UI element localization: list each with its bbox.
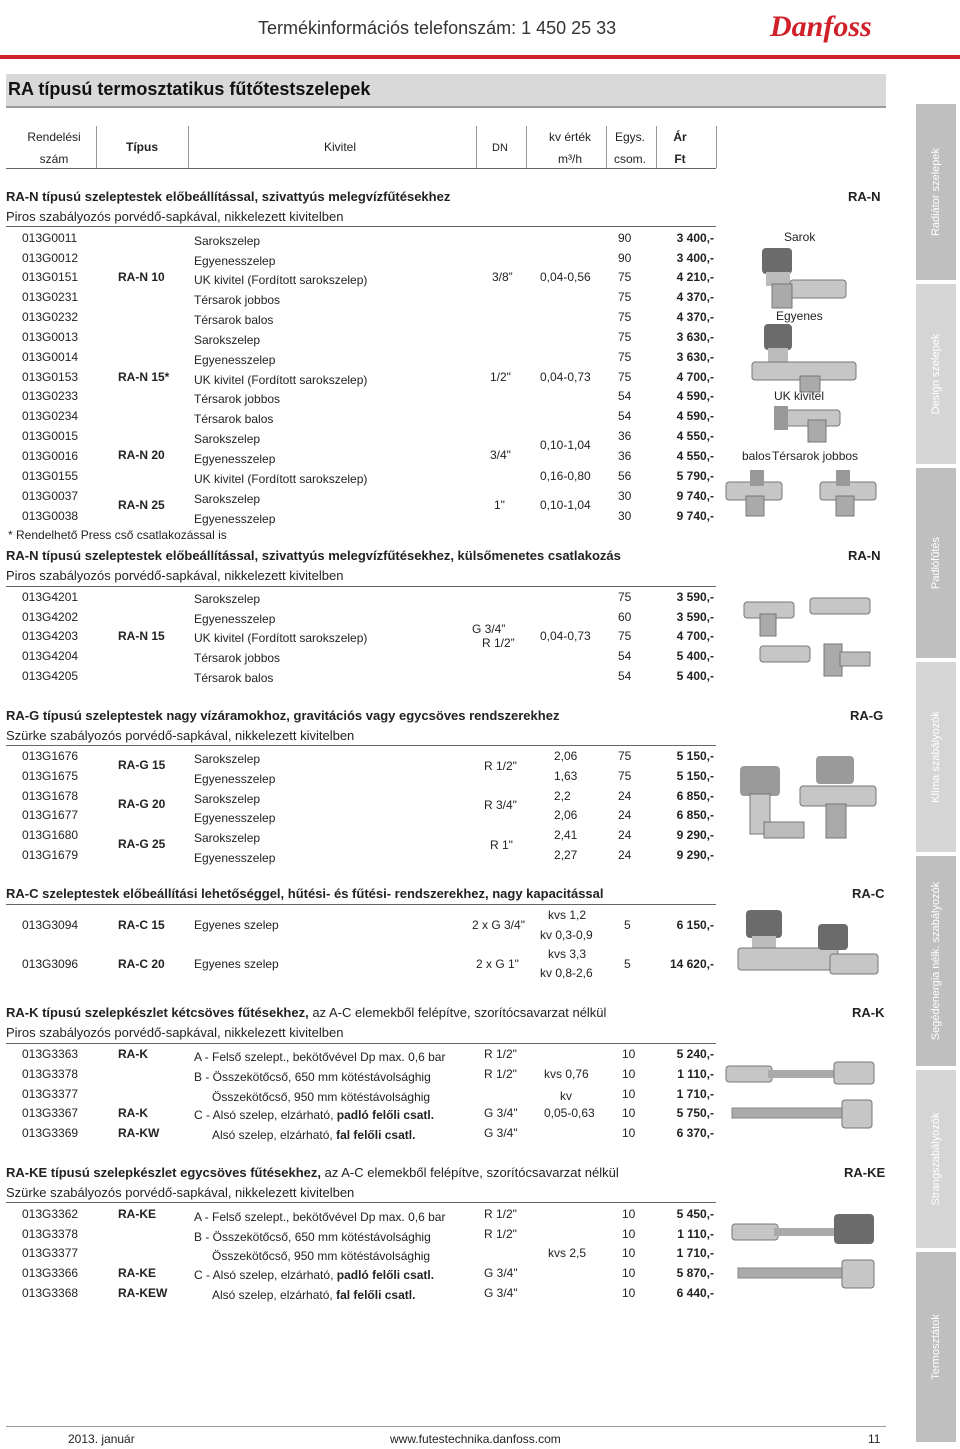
tab-design-szelepek[interactable]: Design szelepek [916, 284, 956, 464]
code: 013G4205 [22, 669, 79, 683]
s1-footnote: * Rendelhető Press cső csatlakozással is [8, 528, 227, 542]
header-phone: Termékinformációs telefonszám: 1 450 25 33 [258, 18, 617, 38]
kivitel: B - Összekötőcső, 650 mm kötéstávolsághig [194, 1070, 431, 1084]
s6-kv: kvs 2,5 [548, 1246, 587, 1260]
code: 013G0014 [22, 350, 79, 364]
s1-group-dn: 3/8” [492, 270, 513, 284]
egys: 10 [622, 1227, 636, 1241]
kivitel: Egyenesszelep [194, 452, 276, 466]
page-title-bar [6, 74, 886, 108]
kivitel: C - Alsó szelep, elzárható, padló felőli csatl. [194, 1108, 435, 1122]
s1-group-tipus: RA-N 15* [118, 370, 170, 384]
code: 013G0016 [22, 449, 79, 463]
code: 013G0013 [22, 330, 79, 344]
kv2: kv 0,8-2,6 [540, 966, 593, 980]
code: 013G0012 [22, 251, 79, 265]
tab-segedenergia[interactable]: Segédenergia nélk. szabályozók [916, 856, 956, 1066]
ra-c-valve-image [734, 904, 884, 996]
kv: 2,06 [554, 749, 578, 763]
code: 013G1675 [22, 769, 79, 783]
caption-uk: UK kivitel [774, 389, 825, 403]
code: 013G3378 [22, 1067, 79, 1081]
ra-ke-kit-image [728, 1202, 882, 1302]
ar: 6 440,- [676, 1286, 714, 1300]
code: 013G3096 [22, 957, 79, 971]
kivitel: B - Összekötőcső, 650 mm kötéstávolsághig [194, 1230, 431, 1244]
tipus: RA-KEW [118, 1286, 168, 1300]
tipus: RA-C 15 [118, 918, 165, 932]
s3-group-dn: R 3/4" [484, 798, 517, 812]
code: 013G3368 [22, 1286, 79, 1300]
corner-right-valve-image [812, 466, 882, 522]
external-thread-valves-image [740, 592, 880, 684]
kivitel: Egyenesszelep [194, 772, 276, 786]
egys: 24 [618, 789, 632, 803]
s1-group-kv: 0,04-0,73 [540, 370, 591, 384]
tipus: RA-K [118, 1047, 148, 1061]
s1-group-tipus: RA-N 20 [118, 448, 165, 462]
tab-strangszabalyozok[interactable]: Strangszabályozók [916, 1070, 956, 1248]
s5-tag: RA-K [852, 1005, 885, 1020]
code: 013G0037 [22, 489, 79, 503]
s4-tag: RA-C [852, 886, 885, 901]
ar: 5 750,- [676, 1106, 714, 1120]
s2-subtitle: Piros szabályozós porvédő-sapkával, nikkelezett kivitelben [6, 568, 344, 583]
s1-group-kv2: 0,16-0,80 [540, 469, 591, 483]
s5-title: RA-K típusú szelepkészlet kétcsöves fűtésekhez, az A-C elemekből felépítve, szorítócsavarzat nélkül [6, 1005, 607, 1020]
col-tipus: Típus [126, 140, 158, 154]
s2-tag: RA-N [848, 548, 881, 563]
dn: 2 x G 3/4" [472, 918, 525, 932]
col-kv: kv érték [548, 130, 591, 144]
ar: 9 290,- [676, 828, 714, 842]
code: 013G0151 [22, 270, 79, 284]
tipus: RA-KW [118, 1126, 160, 1140]
kivitel: Összekötőcső, 950 mm kötéstávolsághig [212, 1249, 431, 1263]
kv: 0,05-0,63 [544, 1106, 595, 1120]
kv: 1,63 [554, 769, 578, 783]
code: 013G3362 [22, 1207, 79, 1221]
kivitel: Térsarok jobbos [194, 651, 281, 665]
dn: R 1/2" [484, 1227, 517, 1241]
s1-group-tipus: RA-N 25 [118, 498, 165, 512]
egys: 10 [622, 1067, 636, 1081]
code: 013G1678 [22, 789, 79, 803]
code: 013G0231 [22, 290, 79, 304]
kivitel: Sarokszelep [194, 792, 261, 806]
straight-valve-image [744, 322, 864, 398]
s3-title: RA-G típusú szeleptestek nagy vízáramokhoz, gravitációs vagy egycsöves rendszerekhez [6, 708, 560, 723]
tipus: RA-KE [118, 1207, 156, 1221]
ar: 3 590,- [676, 590, 714, 604]
code: 013G0038 [22, 509, 79, 523]
caption-balos: balos [742, 449, 771, 463]
ar: 6 850,- [676, 789, 714, 803]
s3-group-tipus: RA-G 20 [118, 797, 166, 811]
s3-tag: RA-G [850, 708, 884, 723]
ar: 4 590,- [676, 409, 714, 423]
code: 013G3377 [22, 1087, 79, 1101]
ar: 1 710,- [676, 1246, 714, 1260]
code: 013G0011 [22, 231, 78, 245]
egys: 75 [618, 310, 632, 324]
kivitel: Alsó szelep, elzárható, fal felőli csatl. [212, 1288, 416, 1302]
kivitel: Egyenesszelep [194, 254, 276, 268]
ar: 9 290,- [676, 848, 714, 862]
ra-g-valves-image [730, 746, 880, 856]
dn: R 1/2" [484, 1207, 517, 1221]
kv: 2,27 [554, 848, 578, 862]
s1-group-kv: 0,10-1,04 [540, 438, 591, 452]
tipus: RA-KE [118, 1266, 156, 1280]
egys: 75 [618, 330, 632, 344]
egys: 24 [618, 808, 632, 822]
caption-egyenes: Egyenes [776, 309, 823, 323]
ar: 3 590,- [676, 610, 714, 624]
kivitel: A - Felső szelept., bekötővével Dp max. 0,6 bar [194, 1210, 446, 1224]
code: 013G1676 [22, 749, 79, 763]
ar: 1 710,- [676, 1087, 714, 1101]
egys: 10 [622, 1106, 636, 1120]
s1-group-tipus: RA-N 10 [118, 270, 165, 284]
kv: kvs 0,76 [544, 1067, 589, 1081]
col-rendelesi: Rendelési [27, 130, 81, 144]
kivitel: Sarokszelep [194, 592, 261, 606]
kv1: kvs 3,3 [548, 947, 587, 961]
dn: G 3/4" [484, 1106, 518, 1120]
kv: kv [560, 1089, 572, 1103]
kivitel: UK kivitel (Fordított sarokszelep) [194, 273, 368, 287]
tab-padlofutes[interactable]: Padlófűtés [916, 468, 956, 658]
s5-subtitle: Piros szabályozós porvédő-sapkával, nikkelezett kivitelben [6, 1025, 344, 1040]
code: 013G4201 [22, 590, 79, 604]
egys: 5 [624, 957, 631, 971]
col-ar: Ár [673, 130, 687, 144]
code: 013G4202 [22, 610, 79, 624]
ar: 5 400,- [676, 649, 714, 663]
code: 013G4203 [22, 629, 79, 643]
footer-date: 2013. január [68, 1432, 135, 1446]
code: 013G3369 [22, 1126, 79, 1140]
s6-subtitle: Szürke szabályozós porvédő-sapkával, nikkelezett kivitelben [6, 1185, 355, 1200]
egys: 10 [622, 1207, 636, 1221]
egys: 54 [618, 649, 632, 663]
tab-klima-szabalyozok[interactable]: Klíma szabályozók [916, 662, 956, 852]
kivitel: UK kivitel (Fordított sarokszelep) [194, 631, 368, 645]
col-kv-unit: m³/h [558, 152, 582, 166]
code: 013G0015 [22, 429, 79, 443]
s1-group-dn: 3/4" [490, 448, 511, 462]
egys: 75 [618, 290, 632, 304]
egys: 90 [618, 251, 632, 265]
egys: 54 [618, 669, 632, 683]
kivitel: Egyenes szelep [194, 918, 279, 932]
dn: 2 x G 1" [476, 957, 519, 971]
ar: 1 110,- [677, 1067, 714, 1081]
egys: 10 [622, 1286, 636, 1300]
egys: 75 [618, 270, 632, 284]
kivitel: Egyenesszelep [194, 353, 276, 367]
s1-group-dn: 1/2" [490, 370, 511, 384]
egys: 75 [618, 590, 632, 604]
footer-page-number: 11 [868, 1432, 881, 1446]
col-ft: Ft [674, 152, 686, 166]
header-divider [0, 55, 960, 59]
ar: 6 850,- [676, 808, 714, 822]
s1-group-kv: 0,04-0,56 [540, 270, 591, 284]
col-egys: Egys. [614, 130, 645, 144]
ra-k-kit-image [722, 1048, 882, 1144]
s3-group-dn: R 1/2" [484, 759, 517, 773]
kivitel: A - Felső szelept., bekötővével Dp max. 0,6 bar [194, 1050, 446, 1064]
code: 013G3378 [22, 1227, 79, 1241]
s1-title: RA-N típusú szeleptestek előbeállítással, szivattyús melegvízfűtésekhez [6, 189, 451, 204]
kivitel: Térsarok jobbos [194, 392, 281, 406]
angle-valve-image [752, 244, 862, 312]
egys: 75 [618, 749, 632, 763]
ar: 5 150,- [676, 769, 714, 783]
ar: 5 870,- [676, 1266, 714, 1280]
code: 013G4204 [22, 649, 79, 663]
kivitel: Egyenesszelep [194, 512, 276, 526]
code: 013G0155 [22, 469, 79, 483]
code: 013G1677 [22, 808, 79, 822]
ar: 4 210,- [676, 270, 714, 284]
s1-group-dn: 1" [494, 498, 505, 512]
kv: 2,41 [554, 828, 578, 842]
s3-group-tipus: RA-G 15 [118, 758, 166, 772]
kivitel: Egyenesszelep [194, 851, 276, 865]
code: 013G3367 [22, 1106, 79, 1120]
dn: R 1/2" [484, 1047, 517, 1061]
kivitel: Sarokszelep [194, 333, 261, 347]
ar: 5 790,- [676, 469, 714, 483]
ar: 9 740,- [676, 489, 714, 503]
s6-title: RA-KE típusú szelepkészlet egycsöves fűtésekhez, az A-C elemekből felépítve, szorítócsavarzat nélkül [6, 1165, 619, 1180]
kivitel: Térsarok balos [194, 313, 274, 327]
egys: 24 [618, 848, 632, 862]
col-kivitel: Kivitel [323, 140, 356, 154]
egys: 10 [622, 1126, 636, 1140]
egys: 30 [618, 509, 632, 523]
s3-group-dn: R 1" [490, 838, 513, 852]
egys: 60 [618, 610, 632, 624]
egys: 75 [618, 769, 632, 783]
s1-subtitle: Piros szabályozós porvédő-sapkával, nikkelezett kivitelben [6, 209, 344, 224]
egys: 30 [618, 489, 632, 503]
kv: 2,06 [554, 808, 578, 822]
egys: 10 [622, 1266, 636, 1280]
tipus: RA-C 20 [118, 957, 165, 971]
col-dn: DN [492, 142, 508, 154]
kivitel: Térsarok balos [194, 671, 274, 685]
code: 013G0232 [22, 310, 79, 324]
kivitel: Sarokszelep [194, 492, 261, 506]
kivitel: Összekötőcső, 950 mm kötéstávolsághig [212, 1090, 431, 1104]
ar: 3 400,- [676, 251, 714, 265]
egys: 10 [622, 1087, 636, 1101]
egys: 90 [618, 231, 632, 245]
ar: 1 110,- [677, 1227, 714, 1241]
code: 013G0234 [22, 409, 79, 423]
ar: 4 550,- [676, 449, 714, 463]
dn: G 3/4" [484, 1266, 518, 1280]
s2-dn1: G 3/4” [472, 622, 506, 636]
egys: 75 [618, 370, 632, 384]
egys: 10 [622, 1047, 636, 1061]
egys: 75 [618, 350, 632, 364]
col-szam: szám [39, 152, 69, 166]
ar: 5 400,- [676, 669, 714, 683]
page-title: RA típusú termosztatikus fűtőtestszelepek [8, 79, 371, 99]
s6-tag: RA-KE [844, 1165, 886, 1180]
caption-sarok: Sarok [784, 230, 816, 244]
kivitel: Egyenesszelep [194, 612, 276, 626]
kv: 2,2 [554, 789, 571, 803]
code: 013G3094 [22, 918, 79, 932]
code: 013G3377 [22, 1246, 79, 1260]
egys: 36 [618, 449, 632, 463]
ar: 3 630,- [676, 350, 714, 364]
egys: 36 [618, 429, 632, 443]
s2-dn2: R 1/2” [482, 636, 515, 650]
ar: 14 620,- [669, 957, 714, 971]
code: 013G3363 [22, 1047, 79, 1061]
code: 013G1680 [22, 828, 79, 842]
ar: 5 240,- [676, 1047, 714, 1061]
egys: 56 [618, 469, 632, 483]
egys: 24 [618, 828, 632, 842]
kivitel: C - Alsó szelep, elzárható, padló felőli csatl. [194, 1268, 435, 1282]
code: 013G1679 [22, 848, 79, 862]
ar: 5 450,- [676, 1207, 714, 1221]
kivitel: Egyenesszelep [194, 811, 276, 825]
s1-group-kv: 0,10-1,04 [540, 498, 591, 512]
ar: 3 630,- [676, 330, 714, 344]
dn: R 1/2" [484, 1067, 517, 1081]
kivitel: Térsarok balos [194, 412, 274, 426]
egys: 5 [624, 918, 631, 932]
col-csom: csom. [613, 152, 646, 166]
ar: 4 370,- [676, 290, 714, 304]
ar: 4 700,- [676, 629, 714, 643]
dn: G 3/4" [484, 1126, 518, 1140]
ar: 4 700,- [676, 370, 714, 384]
ar: 5 150,- [676, 749, 714, 763]
tab-termosztatok[interactable]: Termosztátok [916, 1252, 956, 1442]
caption-tersarok: Térsarok jobbos [772, 449, 859, 463]
kivitel: Sarokszelep [194, 752, 261, 766]
egys: 10 [622, 1246, 636, 1260]
ar: 4 370,- [676, 310, 714, 324]
ar: 6 150,- [676, 918, 714, 932]
ar: 9 740,- [676, 509, 714, 523]
egys: 54 [618, 389, 632, 403]
code: 013G0233 [22, 389, 79, 403]
kivitel: UK kivitel (Fordított sarokszelep) [194, 373, 368, 387]
kivitel: Sarokszelep [194, 831, 261, 845]
corner-left-valve-image [720, 466, 790, 522]
kv2: kv 0,3-0,9 [540, 928, 593, 942]
ar: 4 590,- [676, 389, 714, 403]
s3-group-tipus: RA-G 25 [118, 837, 166, 851]
kivitel: Sarokszelep [194, 432, 261, 446]
egys: 75 [618, 629, 632, 643]
kivitel: Egyenes szelep [194, 957, 279, 971]
ar: 3 400,- [676, 231, 714, 245]
s1-tag: RA-N [848, 189, 881, 204]
tipus: RA-K [118, 1106, 148, 1120]
kv1: kvs 1,2 [548, 908, 587, 922]
kivitel: Sarokszelep [194, 234, 261, 248]
ar: 4 550,- [676, 429, 714, 443]
code: 013G3366 [22, 1266, 79, 1280]
code: 013G0153 [22, 370, 79, 384]
tab-radiator-szelepek[interactable]: Radiátor szelepek [916, 104, 956, 280]
egys: 54 [618, 409, 632, 423]
footer-url[interactable]: www.futestechnika.danfoss.com [390, 1432, 561, 1446]
kivitel: Alsó szelep, elzárható, fal felőli csatl. [212, 1128, 416, 1142]
side-tabs [916, 104, 960, 1444]
s2-kv: 0,04-0,73 [540, 629, 591, 643]
s2-title: RA-N típusú szeleptestek előbeállítással, szivattyús melegvízfűtésekhez, külsőmenetes csatlakozás [6, 548, 621, 563]
s4-title: RA-C szeleptestek előbeállítási lehetőséggel, hűtési- és fűtési- rendszerekhez, nagy kapacitással [6, 886, 604, 901]
uk-valve-image [770, 402, 860, 448]
kivitel: UK kivitel (Fordított sarokszelep) [194, 472, 368, 486]
danfoss-logo [768, 6, 886, 46]
s3-subtitle: Szürke szabályozós porvédő-sapkával, nikkelezett kivitelben [6, 728, 355, 743]
s2-tipus: RA-N 15 [118, 629, 165, 643]
dn: G 3/4" [484, 1286, 518, 1300]
svg-text:Danfoss: Danfoss [770, 10, 872, 43]
kivitel: Térsarok jobbos [194, 293, 281, 307]
ar: 6 370,- [676, 1126, 714, 1140]
